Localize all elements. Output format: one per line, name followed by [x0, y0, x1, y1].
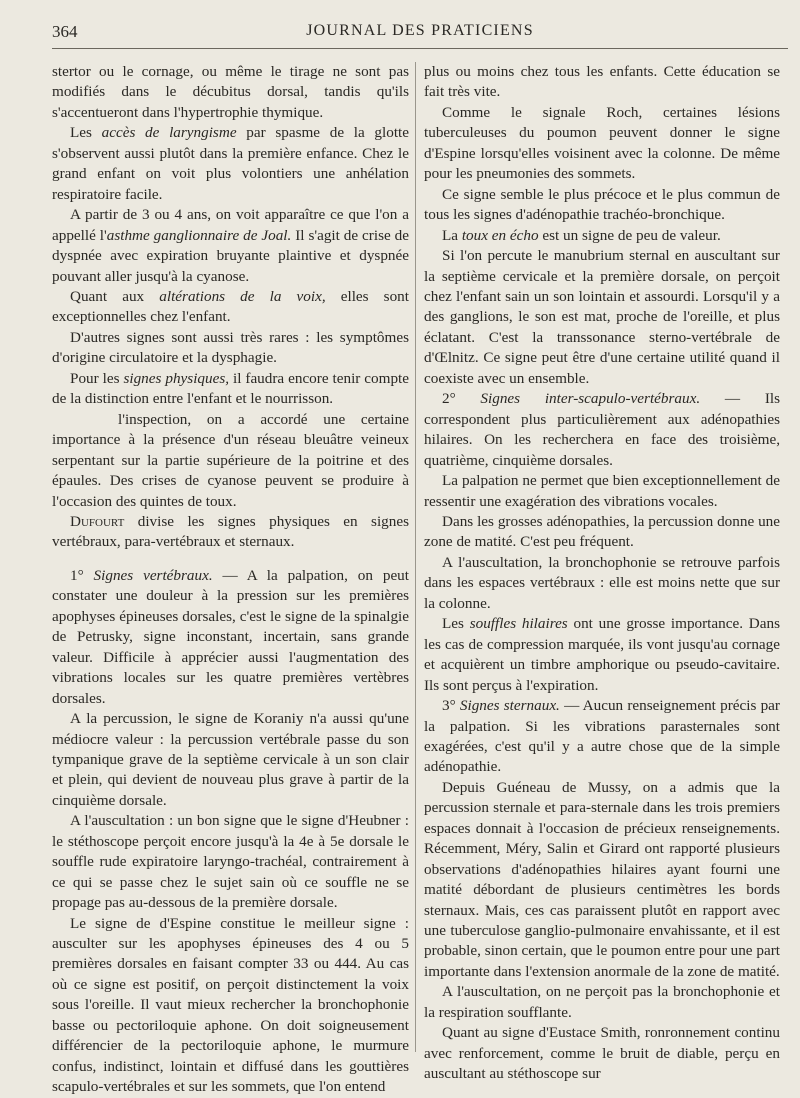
paragraph: plus ou moins chez tous les enfants. Cette éducation se fait très vite.: [424, 63, 780, 101]
section-paragraph: 1° Signes vertébraux. — A la palpation, on peut constater une douleur à la pression sur les premières apophyses épineuses dorsales, c'est le signe de la spinalgie de Petrusky, signe inconstant, incertain, sans grande valeur. Difficile à apprécier aussi l'augmentation des vibrations locales sur les quatre premières vertèbres dorsales.: [52, 566, 409, 707]
paragraph: stertor ou le cornage, ou même le tirage ne sont pas modifiés dans le décubitus dorsal, tandis qu'ils s'accentueront dans l'hypertrophie thymique.: [52, 63, 409, 121]
journal-title: JOURNAL DES PRATICIENS: [306, 22, 534, 39]
paragraph: A l'auscultation, on ne perçoit pas la bronchophonie et la respiration soufflante.: [424, 983, 780, 1021]
paragraph: Depuis Guéneau de Mussy, on a admis que la percussion sternale et para-sternale dans les trois premiers espaces donnait à l'occasion de précieux renseignements. Récemment, Méry, Salin et Girard ont rapporté plusieurs observations d'adénopathies hilaires ayant fourni une matité débordant de plusieurs centimètres les bords sternaux. Mais, ces cas paraissent plutôt en rapport avec une tuberculose ganglio-pulmonaire envahissante, et il est probable, sinon certain, que le poumon entre pour une part importante dans l'extension anormale de la zone de matité.: [424, 778, 780, 980]
paragraph: Quant au signe d'Eustace Smith, ronronnement continu avec renforcement, comme le bruit de diable, perçu en auscultant au stéthoscope sur: [424, 1024, 780, 1083]
paragraph: Les accès de laryngisme par spasme de la glotte s'observent aussi plutôt dans la première enfance. Chez le grand enfant on voit plus volontiers une anhélation respiratoire facile.: [52, 124, 409, 203]
paragraph: La palpation ne permet que bien exceptionnellement de ressentir une exagération des vibrations vocales.: [424, 472, 780, 510]
paragraph: A la percussion, le signe de Koraniy n'a aussi qu'une médiocre valeur : la percussion vertébrale passe du son tympanique grave de la septième cervicale à un son clair et plein, qui devient de nouveau plus grave à partir de la cinquième dorsale.: [52, 710, 409, 809]
paragraph: Quant aux altérations de la voix, elles sont exceptionnelles chez l'enfant.: [52, 287, 409, 326]
left-column: [52, 62, 409, 1098]
paragraph: Le signe de d'Espine constitue le meilleur signe : ausculter sur les apophyses épineuses des 4 ou 5 premières dorsales en faisant compter 33 ou 444. Au cas où ce signe est positif, on perçoit distinctement la voix sous l'oreille. Il vaut mieux rechercher la bronchophonie basse ou pectoriloquie aphone. On doit soigneusement différencier de la pectoriloquie aphone, le murmure confus, indistinct, lointain et diffusé dans les gouttières scapulo-vertébrales et sur les sommets, que l'on entend: [52, 914, 409, 1096]
paragraph: Dufourt divise les signes physiques en signes vertébraux, para-vertébraux et sternaux.: [52, 512, 409, 551]
paragraph: Pour les signes physiques, il faudra encore tenir compte de la distinction entre l'enfant et le nourrisson.: [52, 369, 409, 408]
section-paragraph: 2° Signes inter-scapulo-vertébraux. — Ils correspondent plus particulièrement aux adénopathies hilaires. On les recherchera en face des troisième, quatrième, cinquième dorsales.: [424, 390, 780, 469]
page-number: 364: [52, 22, 78, 41]
paragraph: La toux en écho est un signe de peu de valeur.: [442, 226, 721, 244]
paragraph: Dans les grosses adénopathies, la percussion donne une zone de matité. C'est peu fréquent.: [424, 512, 780, 551]
column-divider: [415, 62, 416, 1052]
paragraph: A l'auscultation : un bon signe que le signe d'Heubner : le stéthoscope perçoit encore jusqu'à la 4e à 5e dorsale le souffle rude expiratoire laryngo-trachéal, contrairement à ce qui se passe chez le sujet sain où ce souffle ne se propage pas au-dessous de la première dorsale.: [52, 812, 409, 912]
paragraph: Les souffles hilaires ont une grosse importance. Dans les cas de compression marquée, ils vont jusqu'au cornage et acquièrent un timbre amphorique ou pseudo-cavitaire. Ils sont perçus à l'expiration.: [424, 615, 780, 694]
paragraph: Comme le signale Roch, certaines lésions tuberculeuses du poumon peuvent donner le signe d'Espine lorsqu'elles voisinent avec la colonne. De même pour les pneumonies des sommets.: [424, 103, 780, 183]
paragraph: l'inspection, on a accordé une certaine importance à la présence d'un réseau bleuâtre veineux serpentant sur la partie supérieure de la poitrine et des épaules. Des crises de cyanose peuvent se produire à l'occasion des quintes de toux.: [52, 410, 409, 510]
page-header: [52, 18, 788, 49]
paragraph: Si l'on percute le manubrium sternal en auscultant sur la septième cervicale et la première dorsale, on perçoit chez l'enfant sain un son lointain et assourdi. Lorsqu'il y a des ganglions, le son est mat, proche de l'oreille, et plus éclatant. C'est la transsonance sterno-vertébrale de d'Œlnitz. Ce signe peut être d'une certaine utilité quand il coexiste avec un ensemble.: [424, 247, 780, 387]
paragraph: A l'auscultation, la bronchophonie se retrouve parfois dans les espaces vertébraux : elle est moins nette que sur la colonne.: [424, 553, 780, 612]
paragraph: D'autres signes sont aussi très rares : les symptômes d'origine circulatoire et la dysphagie.: [52, 328, 409, 367]
paragraph: Ce signe semble le plus précoce et le plus commun de tous les signes d'adénopathie trachéo-bronchique.: [424, 185, 780, 224]
right-column: [424, 62, 780, 1085]
section-paragraph: 3° Signes sternaux. — Aucun renseignement précis par la palpation. Si les vibrations parasternales sont exagérées, c'est qu'il y a autre chose que de la simple adénopathie.: [424, 697, 780, 776]
paragraph: A partir de 3 ou 4 ans, on voit apparaître ce que l'on a appellé l'asthme ganglionnaire de Joal. Il s'agit de crise de dyspnée avec expiration bruyante plaintive et dyspnée pouvant aller jusqu'à la cyanose.: [52, 206, 409, 285]
